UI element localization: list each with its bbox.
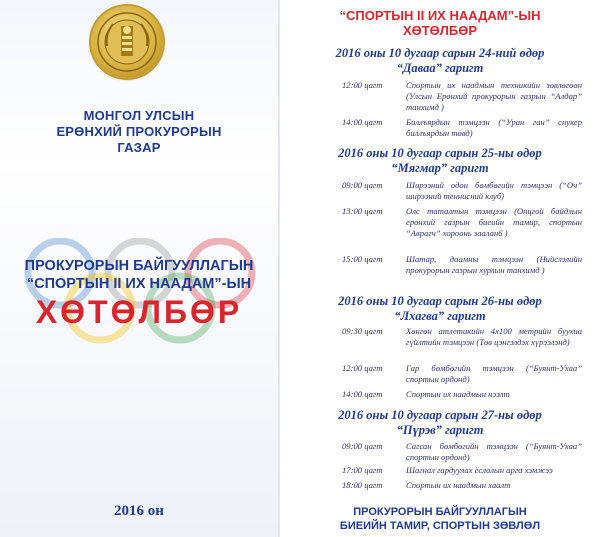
event-time: 09:00 цагт xyxy=(342,180,383,190)
event-time: 17:00 цагт xyxy=(342,465,383,475)
footer-line2: БИЕИЙН ТАМИР, СПОРТЫН ЗӨВЛӨЛ xyxy=(339,520,541,532)
event-desc: Гар бөмбөгийн тэмцээн (“Буянт-Ухаа” спортын ордонд) xyxy=(406,363,582,384)
event-desc: Шагнал гардуулах ёслолын арга хэмжээ xyxy=(406,465,553,475)
event-desc: Ширээний одон бөмбөгийн тэмцээн (“Оч” ширээний теннисний клуб) xyxy=(406,180,582,201)
event-time: 15:00 цагт xyxy=(342,254,383,264)
event-desc: Олс таталтын тэмцээн (Онцгой байдлын ерөнхий газрын биеийн тамир, спортын “Аврагч” хороонь заалан6 ) xyxy=(406,206,582,238)
event-desc: Хөнгөн атлетикийн 4х100 метрийн буухиа гүйлтийн тэмцээн (Төв цэнгэлдэх хүрээлэнд) xyxy=(406,326,582,347)
event-desc: Спортын их наадмын техникийн зөвлөгөөн (Улсын Ерөнхий прокурорын газрын “Алдар” танхимд ) xyxy=(406,80,582,112)
event-time: 12:00 цагт xyxy=(342,363,383,373)
day-weekday: “Даваа” гаригт xyxy=(396,61,484,75)
olympic-rings-icon xyxy=(15,238,265,348)
state-emblem-icon xyxy=(91,6,163,78)
event-time: 12:00 цагт xyxy=(342,80,383,90)
cover-title-line1: ПРОКУРОРЫН БАЙГУУЛЛАГЫН xyxy=(24,258,254,274)
org-name-line1: МОНГОЛ УЛСЫН xyxy=(83,108,195,123)
event-desc: Спортын их наадмын нээлт xyxy=(406,389,510,399)
footer-line1: ПРОКУРОРЫН БАЙГУУЛЛАГЫН xyxy=(353,506,527,518)
cover-big-title: ХӨТӨЛБӨР xyxy=(35,294,243,330)
event-time: 09:30 цагт xyxy=(342,326,383,336)
day-weekday: “Пүрэв” гаригт xyxy=(396,423,484,437)
event-desc: Биллъярдын тэмцээн (“Уран ган” снукер биллъярдын төвд) xyxy=(406,117,582,138)
cover-title-line2: “СПОРТЫН II ИХ НААДАМ”-ЫН xyxy=(26,276,252,292)
event-desc: Шатар, даамны тэмцээн (Нийслэлийн прокурорын газрын хурлын танхимд ) xyxy=(406,254,582,275)
event-time: 18:00 цагт xyxy=(342,480,383,490)
day-date: 2016 оны 10 дугаар сарын 26-ны өдөр xyxy=(338,294,542,308)
schedule-title-line1: “СПОРТЫН II ИХ НААДАМ”-ЫН xyxy=(339,8,541,23)
schedule-title-line2: ХӨТӨЛБӨР xyxy=(402,23,478,38)
cover-year: 2016 он xyxy=(114,503,164,519)
org-name-line3: ГАЗАР xyxy=(117,140,161,155)
day-date: 2016 оны 10 дугаар сарын 25-ны өдөр xyxy=(338,146,542,160)
day-weekday: “Лхагва” гаригт xyxy=(394,309,486,323)
event-time: 14:00 цагт xyxy=(342,117,383,127)
event-time: 14:00 цагт xyxy=(342,389,383,399)
event-time: 13:00 цагт xyxy=(342,206,383,216)
event-time: 09:00 цагт xyxy=(342,441,383,451)
day-date: 2016 оны 10 дугаар сарын 24-ний өдөр xyxy=(335,46,545,60)
cover-panel xyxy=(0,0,278,537)
event-desc: Спортын их наадмын хаалт xyxy=(406,480,511,490)
event-desc: Сагсан бөмбөгийн тэмцээн (“Буянт-Ухаа” спортын ордонд) xyxy=(406,441,582,462)
org-name-line2: ЕРӨНХИЙ ПРОКУРОРЫН xyxy=(56,124,222,139)
day-weekday: “Мягмар” гаригт xyxy=(391,161,489,175)
day-date: 2016 оны 10 дугаар сарын 27-ны өдөр xyxy=(338,408,542,422)
